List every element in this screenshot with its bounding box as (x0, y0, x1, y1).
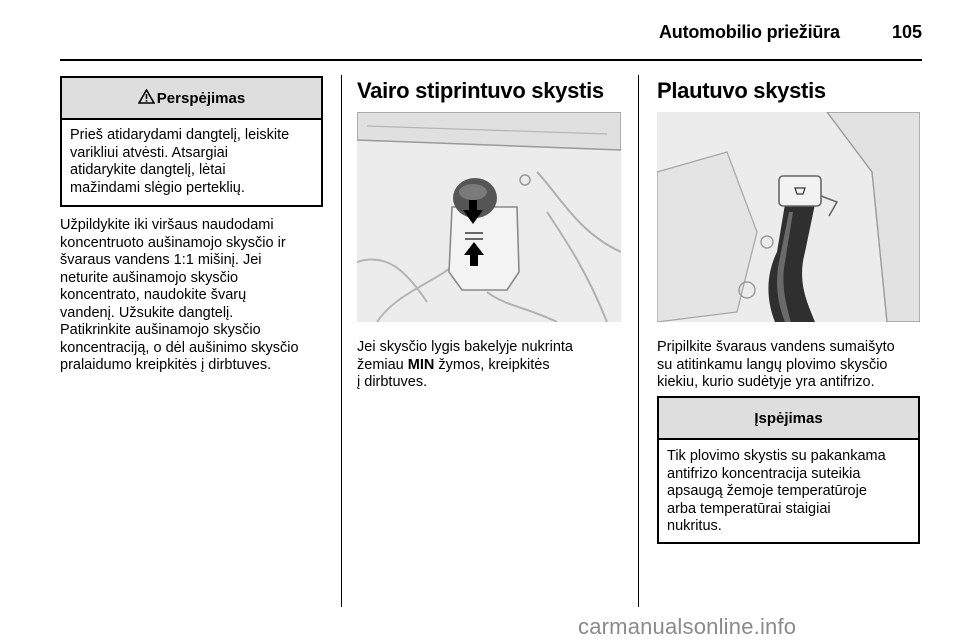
warning-box (60, 76, 323, 207)
notice-box-body (659, 440, 918, 536)
warning-box-title: Perspėjimas (156, 89, 246, 107)
warning-line: varikliui atvėsti. Atsargiai (70, 144, 228, 161)
notice-box-title: Įspėjimas (754, 409, 823, 427)
notice-line: arba temperatūrai staigiai (667, 500, 831, 517)
warning-line: mažindami slėgio perteklių. (70, 179, 245, 196)
paragraph-line: Patikrinkite aušinamojo skysčio (60, 322, 261, 338)
power-steering-text (357, 339, 632, 392)
notice-line: antifrizo koncentracija suteikia (667, 465, 861, 482)
watermark: carmanualsonline.info (578, 614, 797, 639)
column-divider-2 (638, 75, 639, 607)
paragraph-line: su atitinkamu langų plovimo skysčio (657, 356, 888, 373)
paragraph-line: koncentrato, naudokite švarų (60, 287, 247, 303)
notice-box-header (659, 398, 918, 440)
header-rule (60, 59, 922, 61)
text-span: žymos, kreipkitės (434, 356, 550, 373)
section-title-power-steering: Vairo stiprintuvo skystis (357, 78, 604, 103)
running-header-title: Automobilio priežiūra (659, 22, 840, 42)
notice-line: apsaugą žemoje temperatūroje (667, 483, 867, 499)
paragraph-line: Jei skysčio lygis bakelyje nukrinta (357, 339, 573, 355)
page-number: 105 (891, 22, 922, 42)
paragraph-line: koncentruoto aušinamojo skysčio ir (60, 234, 286, 251)
min-mark-label: MIN (407, 356, 435, 373)
column-divider-1 (341, 75, 342, 607)
warning-line: Prieš atidarydami dangtelį, leiskite (70, 127, 290, 143)
paragraph-line: pralaidumo kreipkitės į dirbtuves. (60, 357, 272, 373)
warning-triangle-icon (138, 89, 155, 108)
paragraph-line: Užpildykite iki viršaus naudodami (60, 217, 274, 233)
washer-fluid-paragraph (657, 339, 932, 392)
paragraph-line: koncentraciją, o dėl aušinimo skysčio (60, 339, 299, 356)
washer-fluid-reservoir-illustration (657, 112, 920, 322)
paragraph-line: švaraus vandens 1:1 mišinį. Jei (60, 252, 262, 268)
paragraph-line: vandenį. Užsukite dangtelį. (60, 304, 234, 321)
warning-line: atidarykite dangtelį, lėtai (70, 162, 226, 178)
paragraph-line (357, 357, 632, 375)
coolant-paragraph (60, 217, 335, 375)
warning-box-header (62, 78, 321, 120)
warning-box-body (62, 120, 321, 197)
notice-line: Tik plovimo skystis su pakankama (667, 448, 886, 464)
paragraph-line: Pripilkite švaraus vandens sumaišyto (657, 339, 895, 355)
paragraph-line: į dirbtuves. (357, 374, 428, 390)
paragraph-line: kiekiu, kurio sudėtyje yra antifrizo. (657, 374, 875, 390)
paragraph-line: neturite aušinamojo skysčio (60, 269, 239, 286)
notice-line: nukritus. (667, 518, 722, 534)
text-span: žemiau (357, 356, 408, 373)
notice-box (657, 396, 920, 544)
power-steering-reservoir-illustration (357, 112, 621, 322)
section-title-washer-fluid: Plautuvo skystis (657, 78, 826, 103)
